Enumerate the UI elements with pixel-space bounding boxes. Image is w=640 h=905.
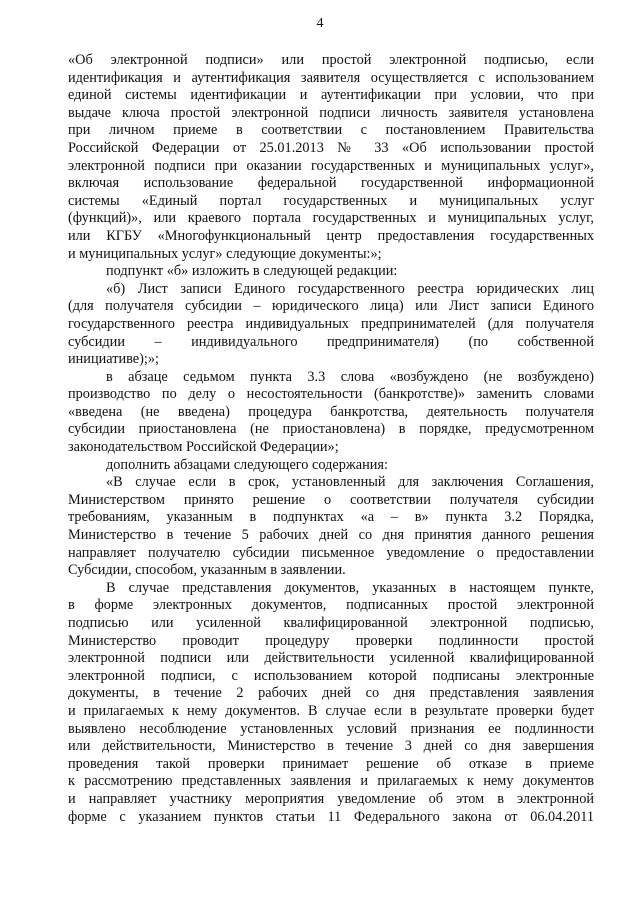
text-line: документы, в течение 2 рабочих дней со дня представления заявления [68, 685, 594, 702]
text-line: электронной подписи или действительности усиленной квалифицированной [68, 650, 594, 667]
text-line: Субсидии, способом, указанным в заявлении. [68, 562, 346, 579]
text-line: «В случае если в срок, установленный для заключения Соглашения, [106, 474, 594, 491]
text-line: В случае представления документов, указанных в настоящем пункте, [106, 579, 594, 596]
text-line: идентификация и аутентификация заявителя осуществляется с использованием [68, 69, 594, 86]
text-line: электронной подписи при оказании государственных и муниципальных услуг», [68, 157, 594, 174]
text-line: Министерство проводит процедуру проверки подлинности простой [68, 632, 594, 649]
text-line: системы «Единый портал государственных и муниципальных услуг [68, 192, 594, 209]
text-line: Российской Федерации от 25.01.2013 № 33 «Об использовании простой [68, 139, 594, 156]
text-line: или действительности, Министерство в течение 3 дней со дня завершения [68, 738, 594, 755]
text-line: подписью или усиленной квалифицированной электронной подписью, [68, 615, 594, 631]
text-line: субсидии приостановлена (не приостановлена) в порядке, предусмотренном [68, 421, 594, 438]
text-line: законодательством Российской Федерации»; [68, 439, 339, 456]
text-line: (функций)», или краевого портала государственных и муниципальных услуг, [68, 210, 594, 227]
text-line: выявлено несоблюдение установленных условий признания ее подлинности [68, 720, 594, 737]
text-line: производство по делу о несостоятельности (банкротстве)» заменить словами [68, 386, 594, 403]
text-line: субсидии – индивидуального предпринимателя) (по собственной [68, 333, 594, 350]
text-line: к рассмотрению представленных заявления и прилагаемых к нему документов [68, 773, 594, 790]
document-body [68, 52, 594, 826]
text-line: Министерством принято решение о соответствии получателя субсидии [68, 491, 594, 508]
text-line: инициативе);»; [68, 351, 159, 368]
text-line: при личном приеме в соответствии с постановлением Правительства [68, 122, 594, 139]
text-line: «введена (не введена) процедура банкротства, деятельность получателя [68, 403, 594, 420]
text-line: электронной подписи, с использованием которой подписаны электронные [68, 667, 594, 684]
text-line: направляет получателю субсидии письменное уведомление о предоставлении [68, 544, 594, 561]
text-line: единой системы идентификации и аутентификации при условии, что при [68, 87, 594, 104]
text-line: «Об электронной подписи» или простой электронной подписью, если [68, 52, 594, 68]
text-line: дополнить абзацами следующего содержания: [106, 456, 388, 473]
text-line: выдаче ключа простой электронной подписи личность заявителя установлена [68, 104, 594, 121]
page-number: 4 [316, 16, 324, 31]
text-line: и прилагаемых к нему документов. В случае если в результате проверки будет [68, 702, 594, 719]
text-line: или КГБУ «Многофункциональный центр предоставления государственных [68, 227, 594, 244]
text-line: форме с указанием пунктов статьи 11 Федерального закона от 06.04.2011 [68, 808, 594, 825]
text-line: Министерство в течение 5 рабочих дней со дня принятия данного решения [68, 527, 594, 544]
text-line: государственного реестра индивидуальных предпринимателей (для получателя [68, 315, 594, 332]
text-line: в форме электронных документов, подписанных простой электронной [68, 597, 594, 614]
text-line: и направляет участнику мероприятия уведомление об этом в электронной [68, 790, 594, 807]
text-line: проведения такой проверки принимает решение об отказе в приеме [68, 755, 594, 772]
text-line: и муниципальных услуг» следующие документы:»; [68, 245, 382, 262]
text-line: требованиям, указанным в подпунктах «а – в» пункта 3.2 Порядка, [68, 509, 594, 526]
text-line: (для получателя субсидии – юридического лица) или Лист записи Единого [68, 298, 594, 315]
text-line: «б) Лист записи Единого государственного реестра юридических лиц [106, 280, 594, 297]
text-line: в абзаце седьмом пункта 3.3 слова «возбуждено (не возбуждено) [106, 368, 594, 385]
text-line: включая использование федеральной государственной информационной [68, 175, 594, 192]
text-line: подпункт «б» изложить в следующей редакции: [106, 263, 398, 280]
